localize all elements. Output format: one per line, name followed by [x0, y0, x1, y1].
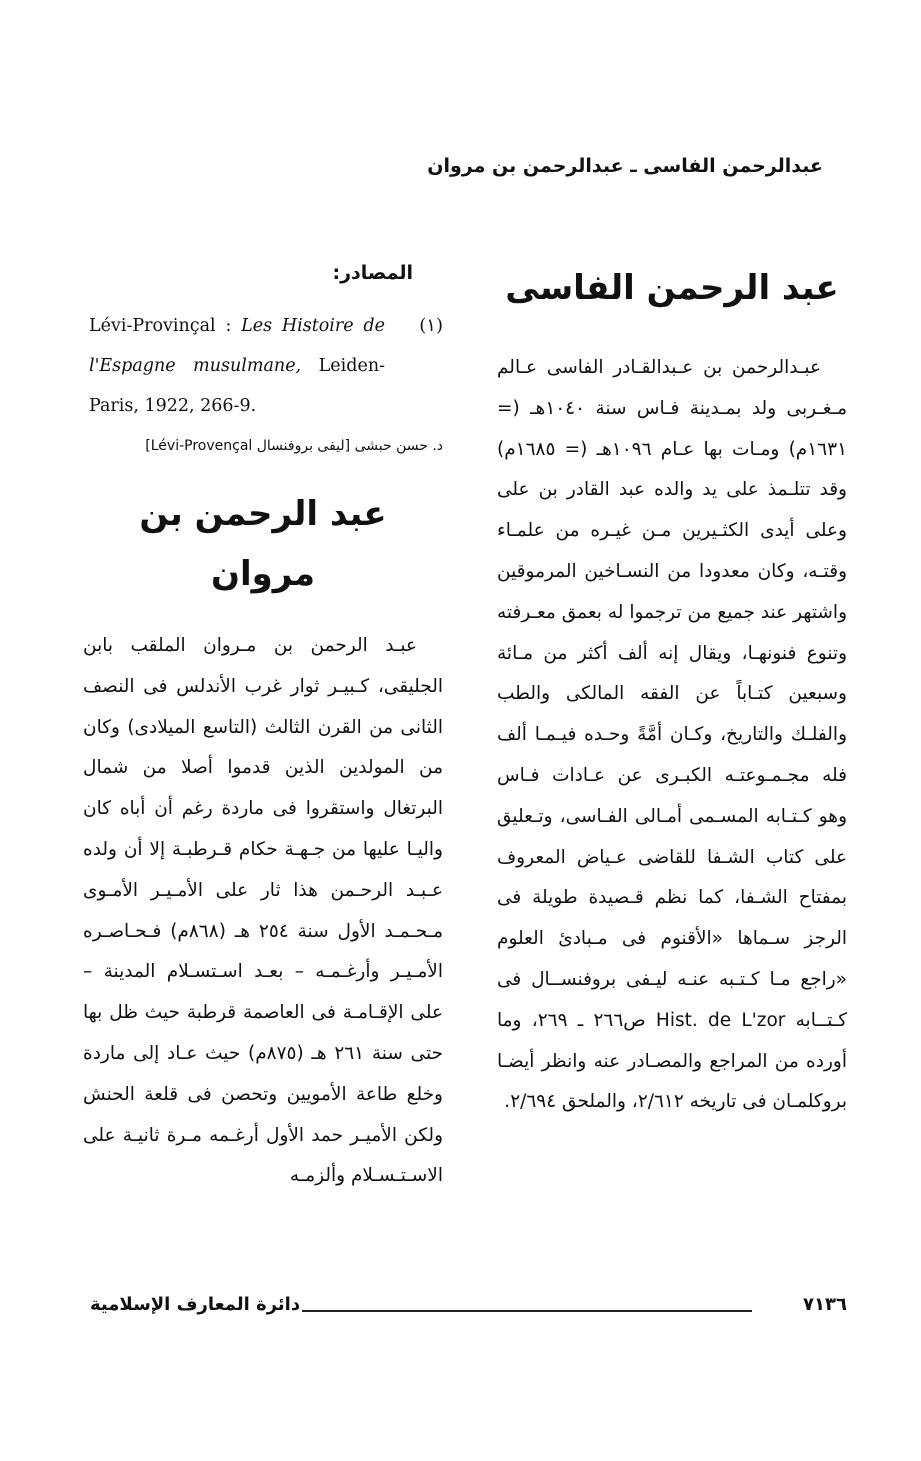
article-fasi-paragraph: عبـدالرحمن بن عـبدالقـادر الفاسى عـالم مـغـربى ولد بمـدينة فـاس سنة ١٠٤٠هـ (= ١٦٣١م) ومـات بها عـام ١٠٩٦هـ (= ١٦٨٥م) وقد تتلـمذ على يد والده عبد القادر بن على وعلى أيدى الكثـيرين مـن غيـره من علمـاء وقتـه، وكان معدودا من النسـاخين المرموقين واشتهر عند جميع من ترجموا له بعمق معـرفته وتنوع فنونهـا، ويقال إنه ألف أكثر من مـائة وسبعين كتـاباً عن الفقه المالكى والطب والفلـك والتاريخ، وكـان أمَّةً وحـده فيـمـا ألف فله مجـمـوعتـه الكبـرى عن عـادات فـاس وهو كـتـابه المسـمى أمـالى الفـاسى، وتـعليق على كتاب الشـفا للقاضى عـياض المعروف بمفتاح الشـفا، كما نظم قـصيدة طويلة فى الرجز سـماها «الأقنوم فى مـبادئ العلوم «راجع مـا كـتـبه عنـه ليـفى بروفنســال فى كـتــابه Hist. de L'zor ص٢٦٦ ـ ٢٦٩، وما أورده من المراجع والمصـادر عنه وانظر أيضـا بروكلمـان فى تاريخه ٢/٦١٢، والملحق ٢/٦٩٤. [497, 357, 848, 1113]
source-author: Lévi-Provinçal [89, 316, 216, 336]
page-footer [90, 1294, 847, 1324]
article-marwan-title: عبد الرحمن بن مروان [139, 494, 387, 594]
source-entry-number: (١) [419, 315, 443, 336]
article-fasi-title: عبد الرحمن الفاسى [505, 268, 839, 308]
left-column [83, 258, 443, 1197]
source-entry [89, 306, 443, 426]
page-number: ٧١٣٦ [803, 1294, 847, 1315]
article-marwan-body [83, 626, 443, 1197]
encyclopedia-name: دائرة المعارف الإسلامية [90, 1294, 301, 1315]
article-fasi [497, 258, 847, 1123]
footer-rule [302, 1310, 752, 1312]
sources-heading: المصادر: [332, 262, 413, 284]
running-head: عبدالرحمن الفاسى ـ عبدالرحمن بن مروان [427, 155, 823, 177]
article-fasi-body [497, 348, 847, 1123]
source-work-title: Les Histoire de l'Espagne musulmane, [89, 316, 385, 376]
source-separator: : [215, 316, 242, 336]
source-publication: Leiden-Paris, 1922, 266-9. [89, 356, 385, 416]
article-marwan-paragraph: عبـد الرحمن بن مـروان الملقب بابن الجليقى، كـبيـر ثوار غرب الأندلس فى النصف الثانى من القرن الثالث (التاسع الميلادى) وكان من المولدين الذين قدموا أصلا من شمال البرتغال واستقروا فى ماردة رغم أن أباه كان واليـا عليها من جـهـة حكام قـرطبـة إلا أن ولده عـبـد الرحـمن هذا ثار على الأمـيـر الأمـوى مـحـمـد الأول سنة ٢٥٤ هـ (٨٦٨م) فـحـاصـره الأمـيـر وأرغـمـه – بعـد اسـتسـلام المدينة – على الإقـامـة فى العاصمة قرطبة حيث ظل بها حتى سنة ٢٦١ هـ (٨٧٥م) حيث عـاد إلى ماردة وخلع طاعة الأمويين وتحصن فى قلعة الحنش ولكن الأميـر حمد الأول أرغـمه مـرة ثانيـة على الاسـتـسـلام وألزمـه [83, 635, 444, 1187]
article-contributor: د. حسن حبشى [ليفى بروفنسال Lévi-Provençal] [145, 438, 443, 454]
